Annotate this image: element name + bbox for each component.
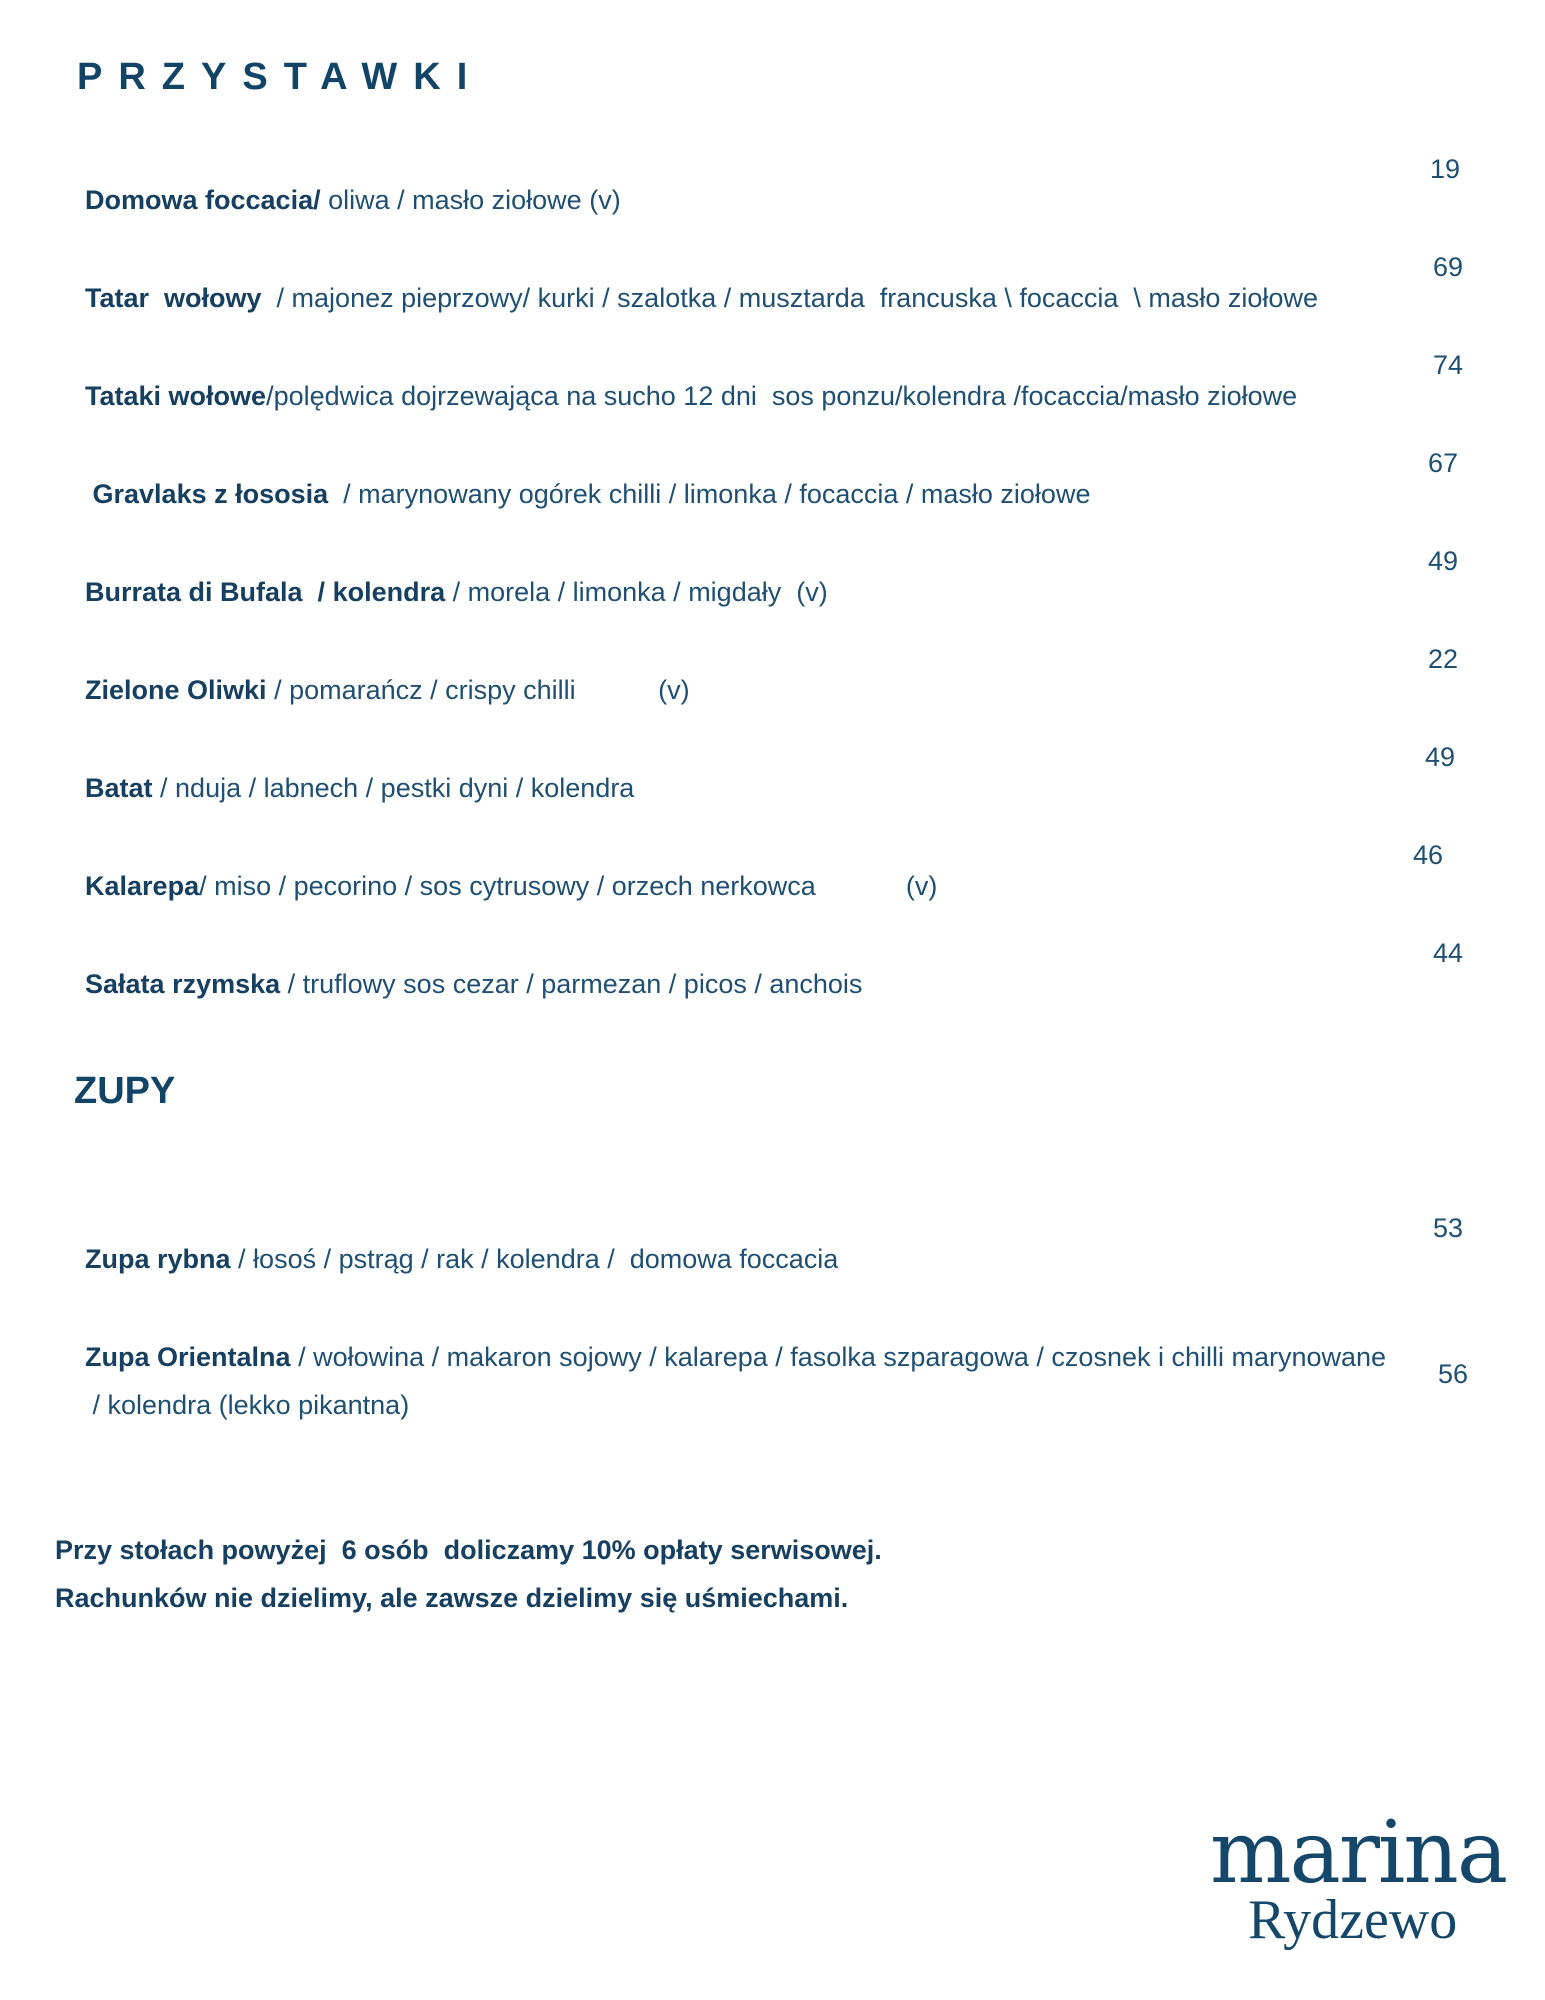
menu-item bbox=[55, 546, 1475, 607]
item-name: Kalarepa bbox=[85, 871, 200, 901]
item-description: oliwa / masło ziołowe (v) bbox=[320, 185, 621, 215]
menu-item bbox=[55, 252, 1475, 313]
logo-text-rydzewo: Rydzewo bbox=[1248, 1889, 1458, 1951]
item-price: 22 bbox=[1428, 644, 1459, 674]
menu-item bbox=[55, 1213, 1475, 1274]
menu-item-continuation bbox=[55, 1359, 1475, 1420]
menu-item bbox=[55, 840, 1475, 901]
item-price: 67 bbox=[1428, 448, 1459, 478]
item-name: Zupa rybna bbox=[85, 1244, 231, 1274]
item-description: / morela / limonka / migdały (v) bbox=[445, 577, 828, 607]
item-price: 44 bbox=[1433, 938, 1464, 968]
item-name: Burrata di Bufala / kolendra bbox=[85, 577, 446, 607]
menu-item bbox=[55, 742, 1475, 803]
item-price: 69 bbox=[1433, 252, 1464, 282]
item-name: Domowa foccacia/ bbox=[85, 185, 321, 215]
menu-item bbox=[55, 938, 1475, 999]
section-title-soups: ZUPY bbox=[74, 1070, 176, 1112]
item-price: 46 bbox=[1413, 840, 1444, 870]
item-name: Zielone Oliwki bbox=[85, 675, 267, 705]
item-description: / kolendra (lekko pikantna) bbox=[85, 1390, 410, 1420]
item-description: / łosoś / pstrąg / rak / kolendra / domowa foccacia bbox=[230, 1244, 839, 1274]
menu-item bbox=[55, 1311, 1475, 1372]
item-price: 19 bbox=[1430, 154, 1461, 184]
item-description: / truflowy sos cezar / parmezan / picos / anchois bbox=[280, 969, 863, 999]
item-description: / wołowina / makaron sojowy / kalarepa / fasolka szparagowa / czosnek i chilli marynowane bbox=[290, 1342, 1387, 1372]
item-description: /polędwica dojrzewająca na sucho 12 dni sos ponzu/kolendra /focaccia/masło ziołowe bbox=[266, 381, 1298, 411]
item-description: / miso / pecorino / sos cytrusowy / orzech nerkowca (v) bbox=[199, 871, 938, 901]
item-price: 53 bbox=[1433, 1213, 1464, 1243]
item-price: 49 bbox=[1428, 546, 1459, 576]
item-price: 56 bbox=[1438, 1359, 1469, 1389]
item-name: Tatar wołowy bbox=[85, 283, 262, 313]
item-name: Tataki wołowe bbox=[85, 381, 267, 411]
menu-item bbox=[55, 644, 1475, 705]
logo-text-marina: marina bbox=[1210, 1803, 1507, 1903]
item-name: Sałata rzymska bbox=[85, 969, 281, 999]
service-note: Przy stołach powyżej 6 osób doliczamy 10% opłaty serwisowej. bbox=[55, 1535, 882, 1565]
item-name: Batat bbox=[85, 773, 153, 803]
section-title-starters: PRZYSTAWKI bbox=[77, 56, 484, 98]
item-price: 74 bbox=[1433, 350, 1464, 380]
menu-item bbox=[55, 350, 1475, 411]
menu-item bbox=[55, 448, 1475, 509]
marina-rydzewo-logo bbox=[1200, 1803, 1520, 1970]
item-description: / marynowany ogórek chilli / limonka / focaccia / masło ziołowe bbox=[328, 479, 1091, 509]
item-description: / pomarańcz / crispy chilli (v) bbox=[266, 675, 690, 705]
bill-note: Rachunków nie dzielimy, ale zawsze dzielimy się uśmiechami. bbox=[55, 1583, 849, 1613]
item-description: / majonez pieprzowy/ kurki / szalotka / musztarda francuska \ focaccia \ masło ziołowe bbox=[261, 283, 1318, 313]
item-name: Zupa Orientalna bbox=[85, 1342, 291, 1372]
item-name: Gravlaks z łososia bbox=[85, 479, 329, 509]
item-description: / nduja / labnech / pestki dyni / kolendra bbox=[152, 773, 635, 803]
menu-item bbox=[55, 154, 1475, 215]
item-price: 49 bbox=[1425, 742, 1456, 772]
